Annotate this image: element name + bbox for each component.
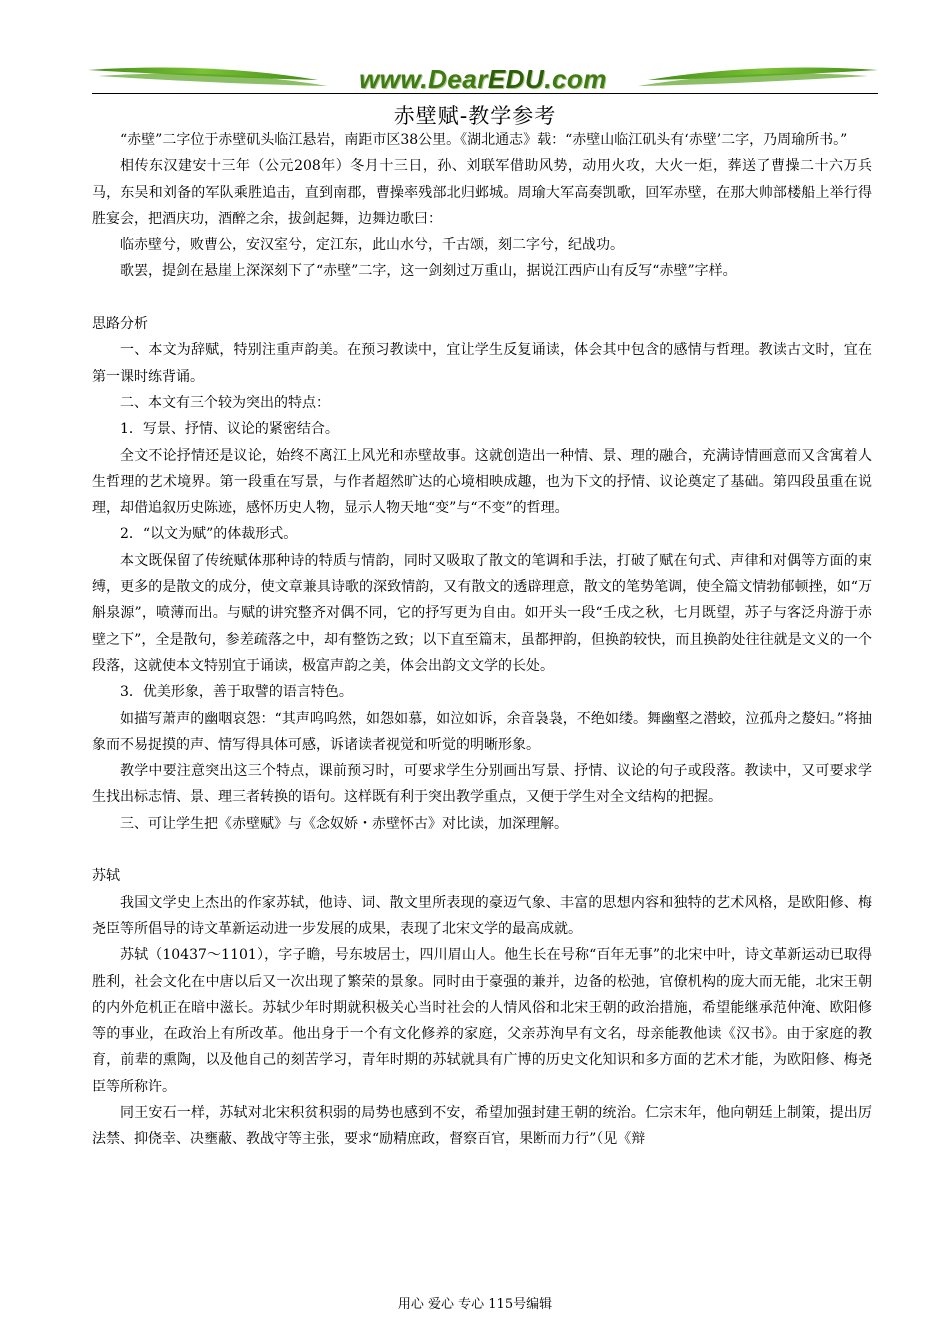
intro-paragraph: 临赤壁兮，败曹公，安汉室兮，定江东，此山水兮，千古颂，刻二字兮，纪战功。 bbox=[120, 237, 624, 254]
header-divider bbox=[92, 93, 878, 94]
spacer bbox=[92, 837, 872, 863]
logo-edu: EDU bbox=[487, 64, 545, 94]
logo-com: .com bbox=[544, 64, 607, 94]
analysis-paragraph: 全文不论抒情还是议论，始终不离江上风光和赤壁故事。这就创造出一种情、景、理的融合，充满诗情画意而又含寓着人生哲理的艺术境界。第一段重在写景，与作者超然旷达的心境相映成趣，也为下文的抒情、议论奠定了基础。第四段虽重在说理，却借追叙历史陈迹，感怀历史人物，显示人物天地“变”与“不变”的哲理。 bbox=[92, 447, 872, 517]
site-header-logo bbox=[88, 58, 878, 98]
analysis-paragraph: 如描写萧声的幽咽哀怨：“其声呜呜然，如怨如慕，如泣如诉，余音袅袅，不绝如缕。舞幽壑之潜蛟，泣孤舟之嫠妇。”将抽象而不易捉摸的声、情写得具体可感，诉诸读者视觉和听觉的明晰形象。 bbox=[92, 710, 872, 753]
biography-paragraph: 苏轼（10437～1101），字子瞻，号东坡居士，四川眉山人。他生长在号称“百年无事”的北宋中叶，诗文革新运动已取得胜利，社会文化在中唐以后又一次出现了繁荣的景象。同时由于豪强的兼并，边备的松弛，官僚机构的庞大而无能，北宋王朝的内外危机正在暗中滋长。苏轼少年时期就积极关心当时社会的人情风俗和北宋王朝的政治措施，希望能继承范仲淹、欧阳修等的事业，在政治上有所改革。他出身于一个有文化修养的家庭，父亲苏洵早有文名，母亲能教他读《汉书》。由于家庭的教育，前辈的熏陶，以及他自己的刻苦学习，青年时期的苏轼就具有广博的历史文化知识和多方面的艺术才能，为欧阳修、梅尧臣等所称许。 bbox=[92, 947, 872, 1095]
document-body bbox=[92, 127, 872, 1153]
section-heading-analysis: 思路分析 bbox=[92, 316, 148, 333]
intro-paragraph: “赤壁”二字位于赤壁矶头临江悬岩，南距市区38公里。《湖北通志》载：“赤壁山临江矶头有‘赤壁’二字，乃周瑜所书。” bbox=[120, 132, 848, 148]
spacer bbox=[92, 285, 872, 311]
site-logo-text bbox=[88, 64, 878, 95]
logo-www: www.Dear bbox=[359, 64, 488, 94]
analysis-paragraph: 本文既保留了传统赋体那种诗的特质与情韵，同时又吸取了散文的笔调和手法，打破了赋在句式、声律和对偶等方面的束缚，更多的是散文的成分，使文章兼具诗歌的深致情韵，又有散文的透辟理意，散文的笔势笔调，使全篇文情勃郁顿挫，如“万斛泉源”，喷薄而出。与赋的讲究整齐对偶不同，它的抒写更为自由。如开头一段“壬戌之秋，七月既望，苏子与客泛舟游于赤壁之下”，全是散句，参差疏落之中，却有整饬之致；以下直至篇末，虽都押韵，但换韵较快，而且换韵处往往就是文义的一个段落，这就使本文特别宜于诵读，极富声韵之美，体会出韵文文学的长处。 bbox=[92, 552, 872, 674]
page-footer: 用心 爱心 专心 115号编辑 bbox=[397, 1297, 553, 1312]
analysis-paragraph: 教学中要注意突出这三个特点，课前预习时，可要求学生分别画出写景、抒情、议论的句子或段落。教读中，又可要求学生找出标志情、景、理三者转换的语句。这样既有利于突出教学重点，又便于学生对全文结构的把握。 bbox=[92, 763, 872, 806]
analysis-paragraph: 三、可让学生把《赤壁赋》与《念奴娇・赤壁怀古》对比读，加深理解。 bbox=[120, 815, 568, 832]
intro-paragraph: 歌罢，提剑在悬崖上深深刻下了“赤壁”二字，这一剑刻过万重山，据说江西庐山有反写“赤壁”字样。 bbox=[120, 263, 737, 280]
document-title: 赤壁赋-教学参考 bbox=[393, 104, 557, 128]
analysis-paragraph: 一、本文为辞赋，特别注重声韵美。在预习教读中，宜让学生反复诵读，体会其中包含的感情与哲理。教读古文时，宜在第一课时练背诵。 bbox=[92, 342, 872, 385]
analysis-paragraph: 3．优美形象，善于取譬的语言特色。 bbox=[120, 684, 353, 701]
analysis-paragraph: 二、本文有三个较为突出的特点： bbox=[120, 394, 330, 411]
biography-paragraph: 我国文学史上杰出的作家苏轼，他诗、词、散文里所表现的豪迈气象、丰富的思想内容和独特的艺术风格，是欧阳修、梅尧臣等所倡导的诗文革新运动进一步发展的成果，表现了北宋文学的最高成就。 bbox=[92, 894, 872, 937]
section-heading-sushi: 苏轼 bbox=[92, 868, 120, 885]
biography-paragraph: 同王安石一样，苏轼对北宋积贫积弱的局势也感到不安，希望加强封建王朝的统治。仁宗末年，他向朝廷上制策，提出厉法禁、抑侥幸、决壅蔽、教战守等主张，要求“励精庶政，督察百官，果断而力行”（见《辩 bbox=[92, 1104, 872, 1148]
analysis-paragraph: 1．写景、抒情、议论的紧密结合。 bbox=[120, 421, 339, 438]
analysis-paragraph: 2．“以文为赋”的体裁形式。 bbox=[120, 526, 298, 543]
intro-paragraph: 相传东汉建安十三年（公元208年）冬月十三日，孙、刘联军借助风势，动用火攻，大火一炬，葬送了曹操二十六万兵马，东吴和刘备的军队乘胜追击，直到南郡，曹操率残部北归邺城。周瑜大军高奏凯歌，回军赤壁，在那大帅部楼船上举行得胜宴会，把酒庆功，酒醉之余，拔剑起舞，边舞边歌曰： bbox=[92, 158, 872, 227]
